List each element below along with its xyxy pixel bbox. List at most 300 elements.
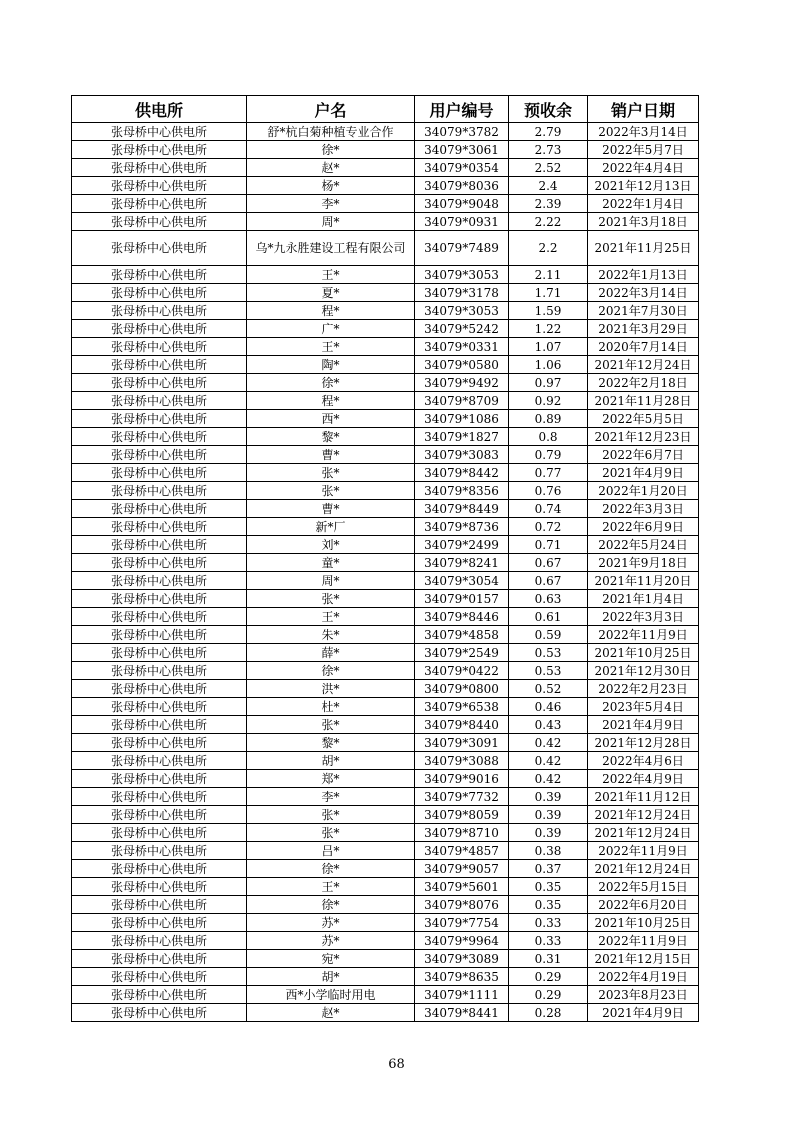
cell-supply-station: 张母桥中心供电所	[72, 518, 247, 536]
cell-prepaid-balance: 0.29	[509, 968, 588, 986]
cell-account-name: 苏*	[247, 914, 415, 932]
cell-prepaid-balance: 0.92	[509, 392, 588, 410]
cell-closing-date: 2022年5月5日	[588, 410, 699, 428]
cell-supply-station: 张母桥中心供电所	[72, 410, 247, 428]
cell-supply-station: 张母桥中心供电所	[72, 842, 247, 860]
table-row	[72, 896, 699, 914]
cell-prepaid-balance: 0.37	[509, 860, 588, 878]
table-row	[72, 1004, 699, 1022]
cell-prepaid-balance: 1.06	[509, 356, 588, 374]
cell-prepaid-balance: 0.39	[509, 824, 588, 842]
cell-supply-station: 张母桥中心供电所	[72, 680, 247, 698]
cell-supply-station: 张母桥中心供电所	[72, 266, 247, 284]
cell-account-number: 34079*1086	[415, 410, 509, 428]
cell-account-name: 王*	[247, 608, 415, 626]
cell-account-name: 张*	[247, 482, 415, 500]
cell-supply-station: 张母桥中心供电所	[72, 374, 247, 392]
cell-closing-date: 2022年1月4日	[588, 195, 699, 213]
cell-prepaid-balance: 0.72	[509, 518, 588, 536]
cell-account-number: 34079*8440	[415, 716, 509, 734]
cell-account-number: 34079*3053	[415, 302, 509, 320]
cell-closing-date: 2021年12月24日	[588, 824, 699, 842]
table-row	[72, 123, 699, 141]
cell-prepaid-balance: 0.63	[509, 590, 588, 608]
cell-closing-date: 2021年10月25日	[588, 644, 699, 662]
table-row	[72, 392, 699, 410]
cell-closing-date: 2021年12月23日	[588, 428, 699, 446]
cell-closing-date: 2021年12月28日	[588, 734, 699, 752]
cell-supply-station: 张母桥中心供电所	[72, 464, 247, 482]
cell-closing-date: 2022年5月15日	[588, 878, 699, 896]
cell-account-number: 34079*1827	[415, 428, 509, 446]
cell-prepaid-balance: 1.71	[509, 284, 588, 302]
table-row	[72, 770, 699, 788]
cell-account-number: 34079*8710	[415, 824, 509, 842]
cell-closing-date: 2022年6月7日	[588, 446, 699, 464]
cell-closing-date: 2022年4月19日	[588, 968, 699, 986]
cell-prepaid-balance: 0.97	[509, 374, 588, 392]
cell-account-name: 徐*	[247, 896, 415, 914]
cell-account-number: 34079*3053	[415, 266, 509, 284]
cell-account-number: 34079*3083	[415, 446, 509, 464]
cell-prepaid-balance: 0.31	[509, 950, 588, 968]
table-row	[72, 159, 699, 177]
table-row	[72, 195, 699, 213]
cell-prepaid-balance: 0.29	[509, 986, 588, 1004]
cell-supply-station: 张母桥中心供电所	[72, 572, 247, 590]
cell-supply-station: 张母桥中心供电所	[72, 770, 247, 788]
table-header-row	[72, 96, 699, 123]
table-row	[72, 284, 699, 302]
cell-supply-station: 张母桥中心供电所	[72, 500, 247, 518]
cell-account-name: 童*	[247, 554, 415, 572]
cell-prepaid-balance: 0.42	[509, 770, 588, 788]
cell-closing-date: 2023年5月4日	[588, 698, 699, 716]
cell-account-number: 34079*8241	[415, 554, 509, 572]
table-row	[72, 428, 699, 446]
cell-prepaid-balance: 0.39	[509, 788, 588, 806]
cell-account-number: 34079*0931	[415, 213, 509, 231]
table-row	[72, 141, 699, 159]
cell-account-name: 杨*	[247, 177, 415, 195]
cell-account-number: 34079*3088	[415, 752, 509, 770]
table-row	[72, 716, 699, 734]
cell-closing-date: 2021年4月9日	[588, 716, 699, 734]
cell-account-number: 34079*8441	[415, 1004, 509, 1022]
cell-account-number: 34079*3091	[415, 734, 509, 752]
cell-supply-station: 张母桥中心供电所	[72, 141, 247, 159]
cell-prepaid-balance: 0.42	[509, 752, 588, 770]
cell-supply-station: 张母桥中心供电所	[72, 320, 247, 338]
cell-account-name: 西*小学临时用电	[247, 986, 415, 1004]
cell-account-name: 舒*杭白菊种植专业合作	[247, 123, 415, 141]
cell-account-number: 34079*0800	[415, 680, 509, 698]
cell-account-name: 广*	[247, 320, 415, 338]
cell-supply-station: 张母桥中心供电所	[72, 878, 247, 896]
table-row	[72, 320, 699, 338]
cell-closing-date: 2022年5月7日	[588, 141, 699, 159]
cell-supply-station: 张母桥中心供电所	[72, 356, 247, 374]
cell-account-number: 34079*4858	[415, 626, 509, 644]
cell-supply-station: 张母桥中心供电所	[72, 428, 247, 446]
cell-closing-date: 2022年3月14日	[588, 123, 699, 141]
cell-account-name: 李*	[247, 788, 415, 806]
cell-account-name: 宛*	[247, 950, 415, 968]
cell-supply-station: 张母桥中心供电所	[72, 338, 247, 356]
cell-account-name: 苏*	[247, 932, 415, 950]
cell-account-number: 34079*2549	[415, 644, 509, 662]
cell-account-number: 34079*4857	[415, 842, 509, 860]
cell-supply-station: 张母桥中心供电所	[72, 752, 247, 770]
cell-account-number: 34079*0331	[415, 338, 509, 356]
cell-account-name: 赵*	[247, 159, 415, 177]
cell-prepaid-balance: 2.52	[509, 159, 588, 177]
cell-supply-station: 张母桥中心供电所	[72, 626, 247, 644]
table-row	[72, 500, 699, 518]
cell-closing-date: 2022年6月20日	[588, 896, 699, 914]
cell-account-number: 34079*5242	[415, 320, 509, 338]
cell-supply-station: 张母桥中心供电所	[72, 968, 247, 986]
cell-prepaid-balance: 0.38	[509, 842, 588, 860]
table-row	[72, 986, 699, 1004]
table-row	[72, 842, 699, 860]
table-row	[72, 338, 699, 356]
cell-closing-date: 2022年5月24日	[588, 536, 699, 554]
cell-supply-station: 张母桥中心供电所	[72, 914, 247, 932]
cell-prepaid-balance: 0.35	[509, 896, 588, 914]
cell-prepaid-balance: 0.46	[509, 698, 588, 716]
table-row	[72, 824, 699, 842]
cell-closing-date: 2022年3月3日	[588, 608, 699, 626]
cell-account-name: 黎*	[247, 428, 415, 446]
table-row	[72, 177, 699, 195]
cell-prepaid-balance: 0.52	[509, 680, 588, 698]
cell-account-name: 乌*九永胜建设工程有限公司	[247, 231, 415, 266]
table-row	[72, 932, 699, 950]
cell-account-name: 黎*	[247, 734, 415, 752]
cell-supply-station: 张母桥中心供电所	[72, 284, 247, 302]
cell-account-name: 郑*	[247, 770, 415, 788]
cell-prepaid-balance: 0.28	[509, 1004, 588, 1022]
cell-supply-station: 张母桥中心供电所	[72, 896, 247, 914]
header-prepaid-balance: 预收余	[509, 96, 588, 123]
table-row	[72, 554, 699, 572]
cell-prepaid-balance: 0.53	[509, 662, 588, 680]
cell-account-name: 李*	[247, 195, 415, 213]
cell-prepaid-balance: 0.77	[509, 464, 588, 482]
cell-closing-date: 2021年3月29日	[588, 320, 699, 338]
cell-supply-station: 张母桥中心供电所	[72, 554, 247, 572]
cell-closing-date: 2021年11月25日	[588, 231, 699, 266]
table-row	[72, 914, 699, 932]
cell-closing-date: 2021年12月24日	[588, 806, 699, 824]
cell-supply-station: 张母桥中心供电所	[72, 860, 247, 878]
cell-supply-station: 张母桥中心供电所	[72, 482, 247, 500]
cell-account-name: 吕*	[247, 842, 415, 860]
cell-account-name: 张*	[247, 824, 415, 842]
cell-closing-date: 2020年7月14日	[588, 338, 699, 356]
cell-prepaid-balance: 0.61	[509, 608, 588, 626]
page-number: 68	[388, 1057, 405, 1072]
cell-account-name: 周*	[247, 213, 415, 231]
cell-account-name: 曹*	[247, 446, 415, 464]
cell-supply-station: 张母桥中心供电所	[72, 536, 247, 554]
cell-closing-date: 2021年9月18日	[588, 554, 699, 572]
table-body	[72, 123, 699, 1022]
table-row	[72, 446, 699, 464]
cell-prepaid-balance: 0.8	[509, 428, 588, 446]
table-row	[72, 968, 699, 986]
cell-closing-date: 2022年4月6日	[588, 752, 699, 770]
cell-closing-date: 2022年6月9日	[588, 518, 699, 536]
table-row	[72, 590, 699, 608]
header-account-name: 户名	[247, 96, 415, 123]
cell-closing-date: 2021年3月18日	[588, 213, 699, 231]
cell-supply-station: 张母桥中心供电所	[72, 932, 247, 950]
cell-account-number: 34079*9492	[415, 374, 509, 392]
cell-closing-date: 2021年12月30日	[588, 662, 699, 680]
cell-supply-station: 张母桥中心供电所	[72, 159, 247, 177]
table-row	[72, 860, 699, 878]
cell-supply-station: 张母桥中心供电所	[72, 806, 247, 824]
cell-supply-station: 张母桥中心供电所	[72, 824, 247, 842]
cell-account-number: 34079*8736	[415, 518, 509, 536]
cell-prepaid-balance: 2.4	[509, 177, 588, 195]
table-row	[72, 680, 699, 698]
cell-supply-station: 张母桥中心供电所	[72, 662, 247, 680]
cell-supply-station: 张母桥中心供电所	[72, 213, 247, 231]
cell-prepaid-balance: 2.79	[509, 123, 588, 141]
cell-account-name: 王*	[247, 338, 415, 356]
cell-account-number: 34079*8076	[415, 896, 509, 914]
cell-prepaid-balance: 2.2	[509, 231, 588, 266]
cell-account-name: 程*	[247, 302, 415, 320]
cell-account-number: 34079*6538	[415, 698, 509, 716]
table-row	[72, 752, 699, 770]
cell-prepaid-balance: 2.22	[509, 213, 588, 231]
cell-supply-station: 张母桥中心供电所	[72, 698, 247, 716]
cell-account-name: 周*	[247, 572, 415, 590]
cell-closing-date: 2021年11月12日	[588, 788, 699, 806]
cell-account-number: 34079*3782	[415, 123, 509, 141]
cell-closing-date: 2023年8月23日	[588, 986, 699, 1004]
table-row	[72, 536, 699, 554]
cell-account-name: 洪*	[247, 680, 415, 698]
cell-account-name: 徐*	[247, 141, 415, 159]
cell-account-name: 程*	[247, 392, 415, 410]
cell-prepaid-balance: 0.67	[509, 572, 588, 590]
cell-account-name: 朱*	[247, 626, 415, 644]
table-row	[72, 878, 699, 896]
table-row	[72, 356, 699, 374]
cell-supply-station: 张母桥中心供电所	[72, 950, 247, 968]
cell-closing-date: 2022年2月18日	[588, 374, 699, 392]
cell-account-name: 夏*	[247, 284, 415, 302]
cell-closing-date: 2021年12月13日	[588, 177, 699, 195]
table-row	[72, 213, 699, 231]
cell-prepaid-balance: 0.39	[509, 806, 588, 824]
cell-supply-station: 张母桥中心供电所	[72, 986, 247, 1004]
cell-supply-station: 张母桥中心供电所	[72, 123, 247, 141]
cell-prepaid-balance: 0.74	[509, 500, 588, 518]
table-row	[72, 662, 699, 680]
table-row	[72, 950, 699, 968]
table-row	[72, 266, 699, 284]
cell-account-name: 西*	[247, 410, 415, 428]
cell-account-number: 34079*7489	[415, 231, 509, 266]
cell-account-name: 胡*	[247, 752, 415, 770]
table-row	[72, 644, 699, 662]
cell-closing-date: 2021年10月25日	[588, 914, 699, 932]
cell-prepaid-balance: 0.33	[509, 914, 588, 932]
cell-prepaid-balance: 0.42	[509, 734, 588, 752]
cell-account-number: 34079*9016	[415, 770, 509, 788]
cell-closing-date: 2022年11月9日	[588, 932, 699, 950]
cell-prepaid-balance: 0.67	[509, 554, 588, 572]
cell-prepaid-balance: 0.89	[509, 410, 588, 428]
cell-supply-station: 张母桥中心供电所	[72, 177, 247, 195]
cell-account-number: 34079*8059	[415, 806, 509, 824]
cell-account-number: 34079*3089	[415, 950, 509, 968]
cell-account-number: 34079*8446	[415, 608, 509, 626]
cell-prepaid-balance: 0.59	[509, 626, 588, 644]
cell-supply-station: 张母桥中心供电所	[72, 302, 247, 320]
cell-closing-date: 2022年3月14日	[588, 284, 699, 302]
cell-account-name: 陶*	[247, 356, 415, 374]
cell-account-number: 34079*9048	[415, 195, 509, 213]
cell-closing-date: 2022年3月3日	[588, 500, 699, 518]
cell-account-name: 王*	[247, 266, 415, 284]
cell-account-number: 34079*3054	[415, 572, 509, 590]
cell-closing-date: 2022年1月20日	[588, 482, 699, 500]
header-account-number: 用户编号	[415, 96, 509, 123]
cell-closing-date: 2022年11月9日	[588, 842, 699, 860]
table-row	[72, 806, 699, 824]
cell-supply-station: 张母桥中心供电所	[72, 788, 247, 806]
table-row	[72, 626, 699, 644]
cell-account-number: 34079*0580	[415, 356, 509, 374]
cell-prepaid-balance: 0.35	[509, 878, 588, 896]
cell-closing-date: 2022年11月9日	[588, 626, 699, 644]
table-row	[72, 518, 699, 536]
cell-account-name: 薛*	[247, 644, 415, 662]
table-row	[72, 788, 699, 806]
table-row	[72, 302, 699, 320]
cell-prepaid-balance: 1.22	[509, 320, 588, 338]
cell-account-number: 34079*3061	[415, 141, 509, 159]
cell-account-name: 徐*	[247, 860, 415, 878]
header-supply-station: 供电所	[72, 96, 247, 123]
cell-closing-date: 2021年11月28日	[588, 392, 699, 410]
cell-closing-date: 2021年12月15日	[588, 950, 699, 968]
cell-account-name: 刘*	[247, 536, 415, 554]
cell-account-number: 34079*0422	[415, 662, 509, 680]
cell-account-number: 34079*1111	[415, 986, 509, 1004]
cell-account-number: 34079*8449	[415, 500, 509, 518]
cell-supply-station: 张母桥中心供电所	[72, 590, 247, 608]
cell-account-number: 34079*8356	[415, 482, 509, 500]
cell-account-name: 曹*	[247, 500, 415, 518]
cell-supply-station: 张母桥中心供电所	[72, 716, 247, 734]
table-row	[72, 410, 699, 428]
cell-account-number: 34079*8036	[415, 177, 509, 195]
cell-account-name: 张*	[247, 464, 415, 482]
cell-account-number: 34079*0157	[415, 590, 509, 608]
cell-account-number: 34079*7732	[415, 788, 509, 806]
cell-account-number: 34079*8709	[415, 392, 509, 410]
cell-account-name: 胡*	[247, 968, 415, 986]
table-row	[72, 231, 699, 266]
cell-account-number: 34079*7754	[415, 914, 509, 932]
table-row	[72, 572, 699, 590]
cell-prepaid-balance: 0.79	[509, 446, 588, 464]
cell-prepaid-balance: 0.33	[509, 932, 588, 950]
cell-supply-station: 张母桥中心供电所	[72, 644, 247, 662]
cell-account-name: 赵*	[247, 1004, 415, 1022]
cell-closing-date: 2021年1月4日	[588, 590, 699, 608]
cell-closing-date: 2021年12月24日	[588, 356, 699, 374]
cell-prepaid-balance: 1.59	[509, 302, 588, 320]
table-row	[72, 374, 699, 392]
cell-closing-date: 2022年4月9日	[588, 770, 699, 788]
cell-account-number: 34079*8635	[415, 968, 509, 986]
cell-closing-date: 2022年2月23日	[588, 680, 699, 698]
cell-closing-date: 2021年7月30日	[588, 302, 699, 320]
cell-prepaid-balance: 0.76	[509, 482, 588, 500]
cell-closing-date: 2022年4月4日	[588, 159, 699, 177]
table-row	[72, 608, 699, 626]
cell-prepaid-balance: 2.11	[509, 266, 588, 284]
cell-account-name: 徐*	[247, 374, 415, 392]
cell-prepaid-balance: 1.07	[509, 338, 588, 356]
cell-account-number: 34079*8442	[415, 464, 509, 482]
cell-supply-station: 张母桥中心供电所	[72, 1004, 247, 1022]
table-row	[72, 698, 699, 716]
cell-supply-station: 张母桥中心供电所	[72, 392, 247, 410]
closed-accounts-table	[71, 95, 699, 1022]
cell-account-number: 34079*2499	[415, 536, 509, 554]
cell-account-name: 张*	[247, 806, 415, 824]
cell-closing-date: 2021年4月9日	[588, 1004, 699, 1022]
cell-account-name: 徐*	[247, 662, 415, 680]
cell-prepaid-balance: 0.71	[509, 536, 588, 554]
cell-prepaid-balance: 2.73	[509, 141, 588, 159]
cell-account-name: 新*厂	[247, 518, 415, 536]
cell-supply-station: 张母桥中心供电所	[72, 608, 247, 626]
cell-account-number: 34079*0354	[415, 159, 509, 177]
cell-account-name: 王*	[247, 878, 415, 896]
cell-prepaid-balance: 0.43	[509, 716, 588, 734]
cell-prepaid-balance: 0.53	[509, 644, 588, 662]
cell-account-number: 34079*9057	[415, 860, 509, 878]
cell-closing-date: 2021年11月20日	[588, 572, 699, 590]
table-row	[72, 734, 699, 752]
cell-account-number: 34079*9964	[415, 932, 509, 950]
cell-closing-date: 2021年4月9日	[588, 464, 699, 482]
cell-supply-station: 张母桥中心供电所	[72, 195, 247, 213]
cell-prepaid-balance: 2.39	[509, 195, 588, 213]
cell-supply-station: 张母桥中心供电所	[72, 446, 247, 464]
table-row	[72, 482, 699, 500]
cell-account-name: 张*	[247, 716, 415, 734]
cell-supply-station: 张母桥中心供电所	[72, 734, 247, 752]
cell-supply-station: 张母桥中心供电所	[72, 231, 247, 266]
header-closing-date: 销户日期	[588, 96, 699, 123]
cell-account-number: 34079*5601	[415, 878, 509, 896]
cell-account-number: 34079*3178	[415, 284, 509, 302]
cell-account-name: 杜*	[247, 698, 415, 716]
cell-account-name: 张*	[247, 590, 415, 608]
